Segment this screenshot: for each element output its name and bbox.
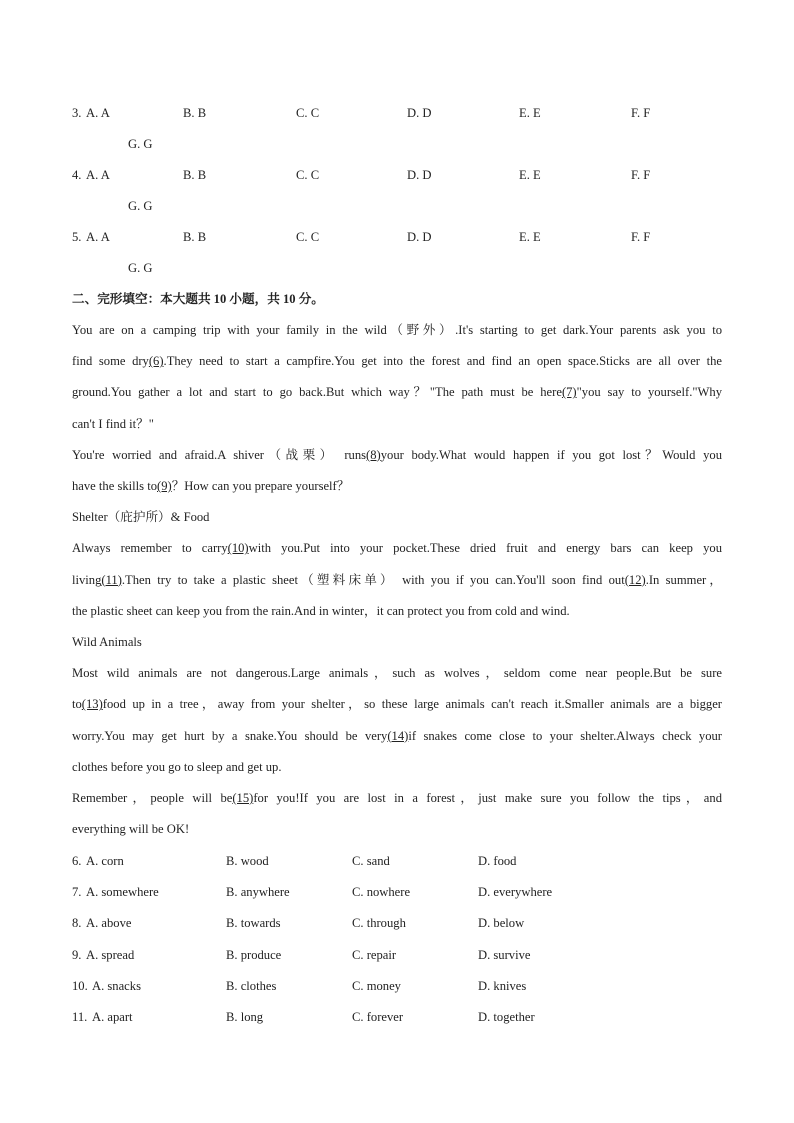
passage-text: find some dry (72, 354, 149, 369)
passage-text: .Then try to take a plastic sheet（塑料床单） with you if you can.You'll soon find out (121, 572, 625, 587)
passage-text: if snakes come close to your shelter.Always check your (408, 728, 723, 743)
option: C. money (352, 978, 401, 993)
option: D. survive (478, 947, 531, 962)
question-number: 3. (72, 106, 82, 120)
passage-text: Most wild animals are not dangerous.Large animals，such as wolves，seldom come near people.But be sure (72, 666, 722, 681)
question-number: 10. (72, 978, 88, 993)
blank-marker: (7) (561, 385, 577, 400)
blank-marker: (8) (366, 447, 381, 462)
passage-line (72, 727, 722, 758)
option: E. E (519, 230, 541, 244)
question-row (0, 104, 794, 122)
question-row (0, 166, 794, 184)
option: B. B (183, 106, 207, 120)
option: C. forever (352, 1010, 404, 1024)
question-number: 7. (72, 885, 82, 900)
sub-heading: Shelter（庇护所）& Food (72, 510, 210, 525)
option: D. D (407, 106, 432, 120)
option: A. A (86, 230, 110, 244)
option: A. spread (86, 947, 135, 962)
passage-text: .They need to start a campfire.You get into the forest and find an open space.Sticks are all over the (163, 354, 722, 369)
question-row (0, 946, 794, 964)
blank-marker: (12) (624, 572, 646, 587)
passage-line (72, 664, 722, 695)
option: A. apart (92, 1010, 133, 1024)
option: C. sand (352, 854, 390, 868)
question-number: 8. (72, 916, 82, 931)
passage-text: clothes before you go to sleep and get up. (72, 759, 282, 774)
option: D. below (478, 916, 525, 931)
passage-text: You are on a camping trip with your family in the wild（野外）.It's starting to get dark.Your parents ask you to (72, 323, 722, 337)
passage-text: can't I find it？" (72, 416, 154, 431)
option: D. knives (478, 978, 527, 993)
option: G. G (128, 137, 153, 151)
option: B. long (226, 1010, 264, 1024)
option: G. G (128, 261, 153, 275)
passage-line (72, 321, 722, 352)
option: D. D (407, 168, 432, 182)
option: E. E (519, 168, 541, 182)
question-row (0, 883, 794, 901)
option: D. D (407, 230, 432, 244)
question-row (0, 914, 794, 932)
question-number: 9. (72, 947, 82, 962)
question-row (0, 1008, 794, 1026)
passage-line (72, 571, 722, 602)
blank-marker: (14) (387, 728, 409, 743)
sub-heading: Wild Animals (72, 635, 142, 649)
passage-text: living (72, 572, 102, 587)
option: B. clothes (226, 978, 277, 993)
question-number: 5. (72, 230, 82, 244)
passage-line (72, 477, 722, 508)
option: F. F (631, 168, 651, 182)
passage-line (72, 789, 722, 820)
option: B. towards (226, 916, 281, 931)
blank-marker: (15) (232, 791, 254, 805)
passage-text: Always remember to carry (72, 541, 228, 556)
option: C. nowhere (352, 885, 411, 900)
question-row (0, 852, 794, 870)
section-title: 二、完形填空：本大题共 10 小题，共 10 分。 (72, 292, 324, 306)
blank-marker: (13) (81, 697, 103, 712)
option: G. G (128, 199, 153, 213)
passage-text: with you.Put into your pocket.These dried fruit and energy bars can keep you (248, 541, 722, 556)
option: A. corn (86, 854, 124, 868)
option: D. food (478, 854, 517, 868)
option: A. A (86, 168, 110, 182)
passage-text: Remember，people will be (72, 791, 233, 805)
option: E. E (519, 106, 541, 120)
passage-line (72, 352, 722, 383)
passage-text: ？How can you prepare yourself？ (171, 479, 350, 493)
blank-marker: (11) (101, 572, 122, 587)
option: A. above (86, 916, 132, 931)
option: B. B (183, 230, 207, 244)
option: B. anywhere (226, 885, 290, 900)
passage-line (72, 415, 722, 446)
passage-line (72, 695, 722, 726)
passage-line (72, 383, 722, 414)
option: B. B (183, 168, 207, 182)
passage-text: the plastic sheet can keep you from the rain.And in winter，it can protect you from cold and wind. (72, 603, 570, 618)
passage-text: for you!If you are lost in a forest，just make sure you follow the tips，and (253, 791, 722, 805)
passage-text: You're worried and afraid.A shiver（战栗） runs (72, 447, 367, 462)
option: F. F (631, 230, 651, 244)
question-number: 11. (72, 1010, 88, 1024)
passage-text: to (72, 697, 82, 712)
blank-marker: (10) (227, 541, 249, 556)
option: A. A (86, 106, 110, 120)
question-row (0, 228, 794, 246)
option: C. through (352, 916, 406, 931)
passage-text: "you say to yourself."Why (576, 385, 722, 400)
passage-text: have the skills to (72, 479, 157, 493)
option: B. wood (226, 854, 269, 868)
option: C. repair (352, 947, 397, 962)
question-number: 4. (72, 168, 82, 182)
option: C. C (296, 230, 320, 244)
passage-line (72, 820, 722, 851)
option: C. C (296, 168, 320, 182)
passage-line (72, 539, 722, 570)
option: F. F (631, 106, 651, 120)
passage-text: food up in a tree，away from your shelter，so these large animals can't reach it.Smaller animals are a bigger (102, 697, 722, 712)
blank-marker: (9) (157, 479, 172, 493)
blank-marker: (6) (148, 354, 164, 369)
option: A. snacks (92, 978, 141, 993)
passage-text: everything will be OK! (72, 822, 190, 837)
question-row (0, 977, 794, 995)
passage-line (72, 602, 722, 633)
option: A. somewhere (86, 885, 159, 900)
option: D. together (478, 1010, 535, 1024)
passage-text: ground.You gather a lot and start to go back.But which way？"The path must be here (72, 385, 562, 400)
option: D. everywhere (478, 885, 553, 900)
option: B. produce (226, 947, 282, 962)
question-number: 6. (72, 854, 82, 868)
passage-line (72, 758, 722, 789)
option: C. C (296, 106, 320, 120)
passage-line (72, 446, 722, 477)
passage-text: your body.What would happen if you got lost？Would you (380, 447, 722, 462)
passage-text: worry.You may get hurt by a snake.You should be very (72, 728, 388, 743)
passage-text: .In summer， (645, 572, 722, 587)
